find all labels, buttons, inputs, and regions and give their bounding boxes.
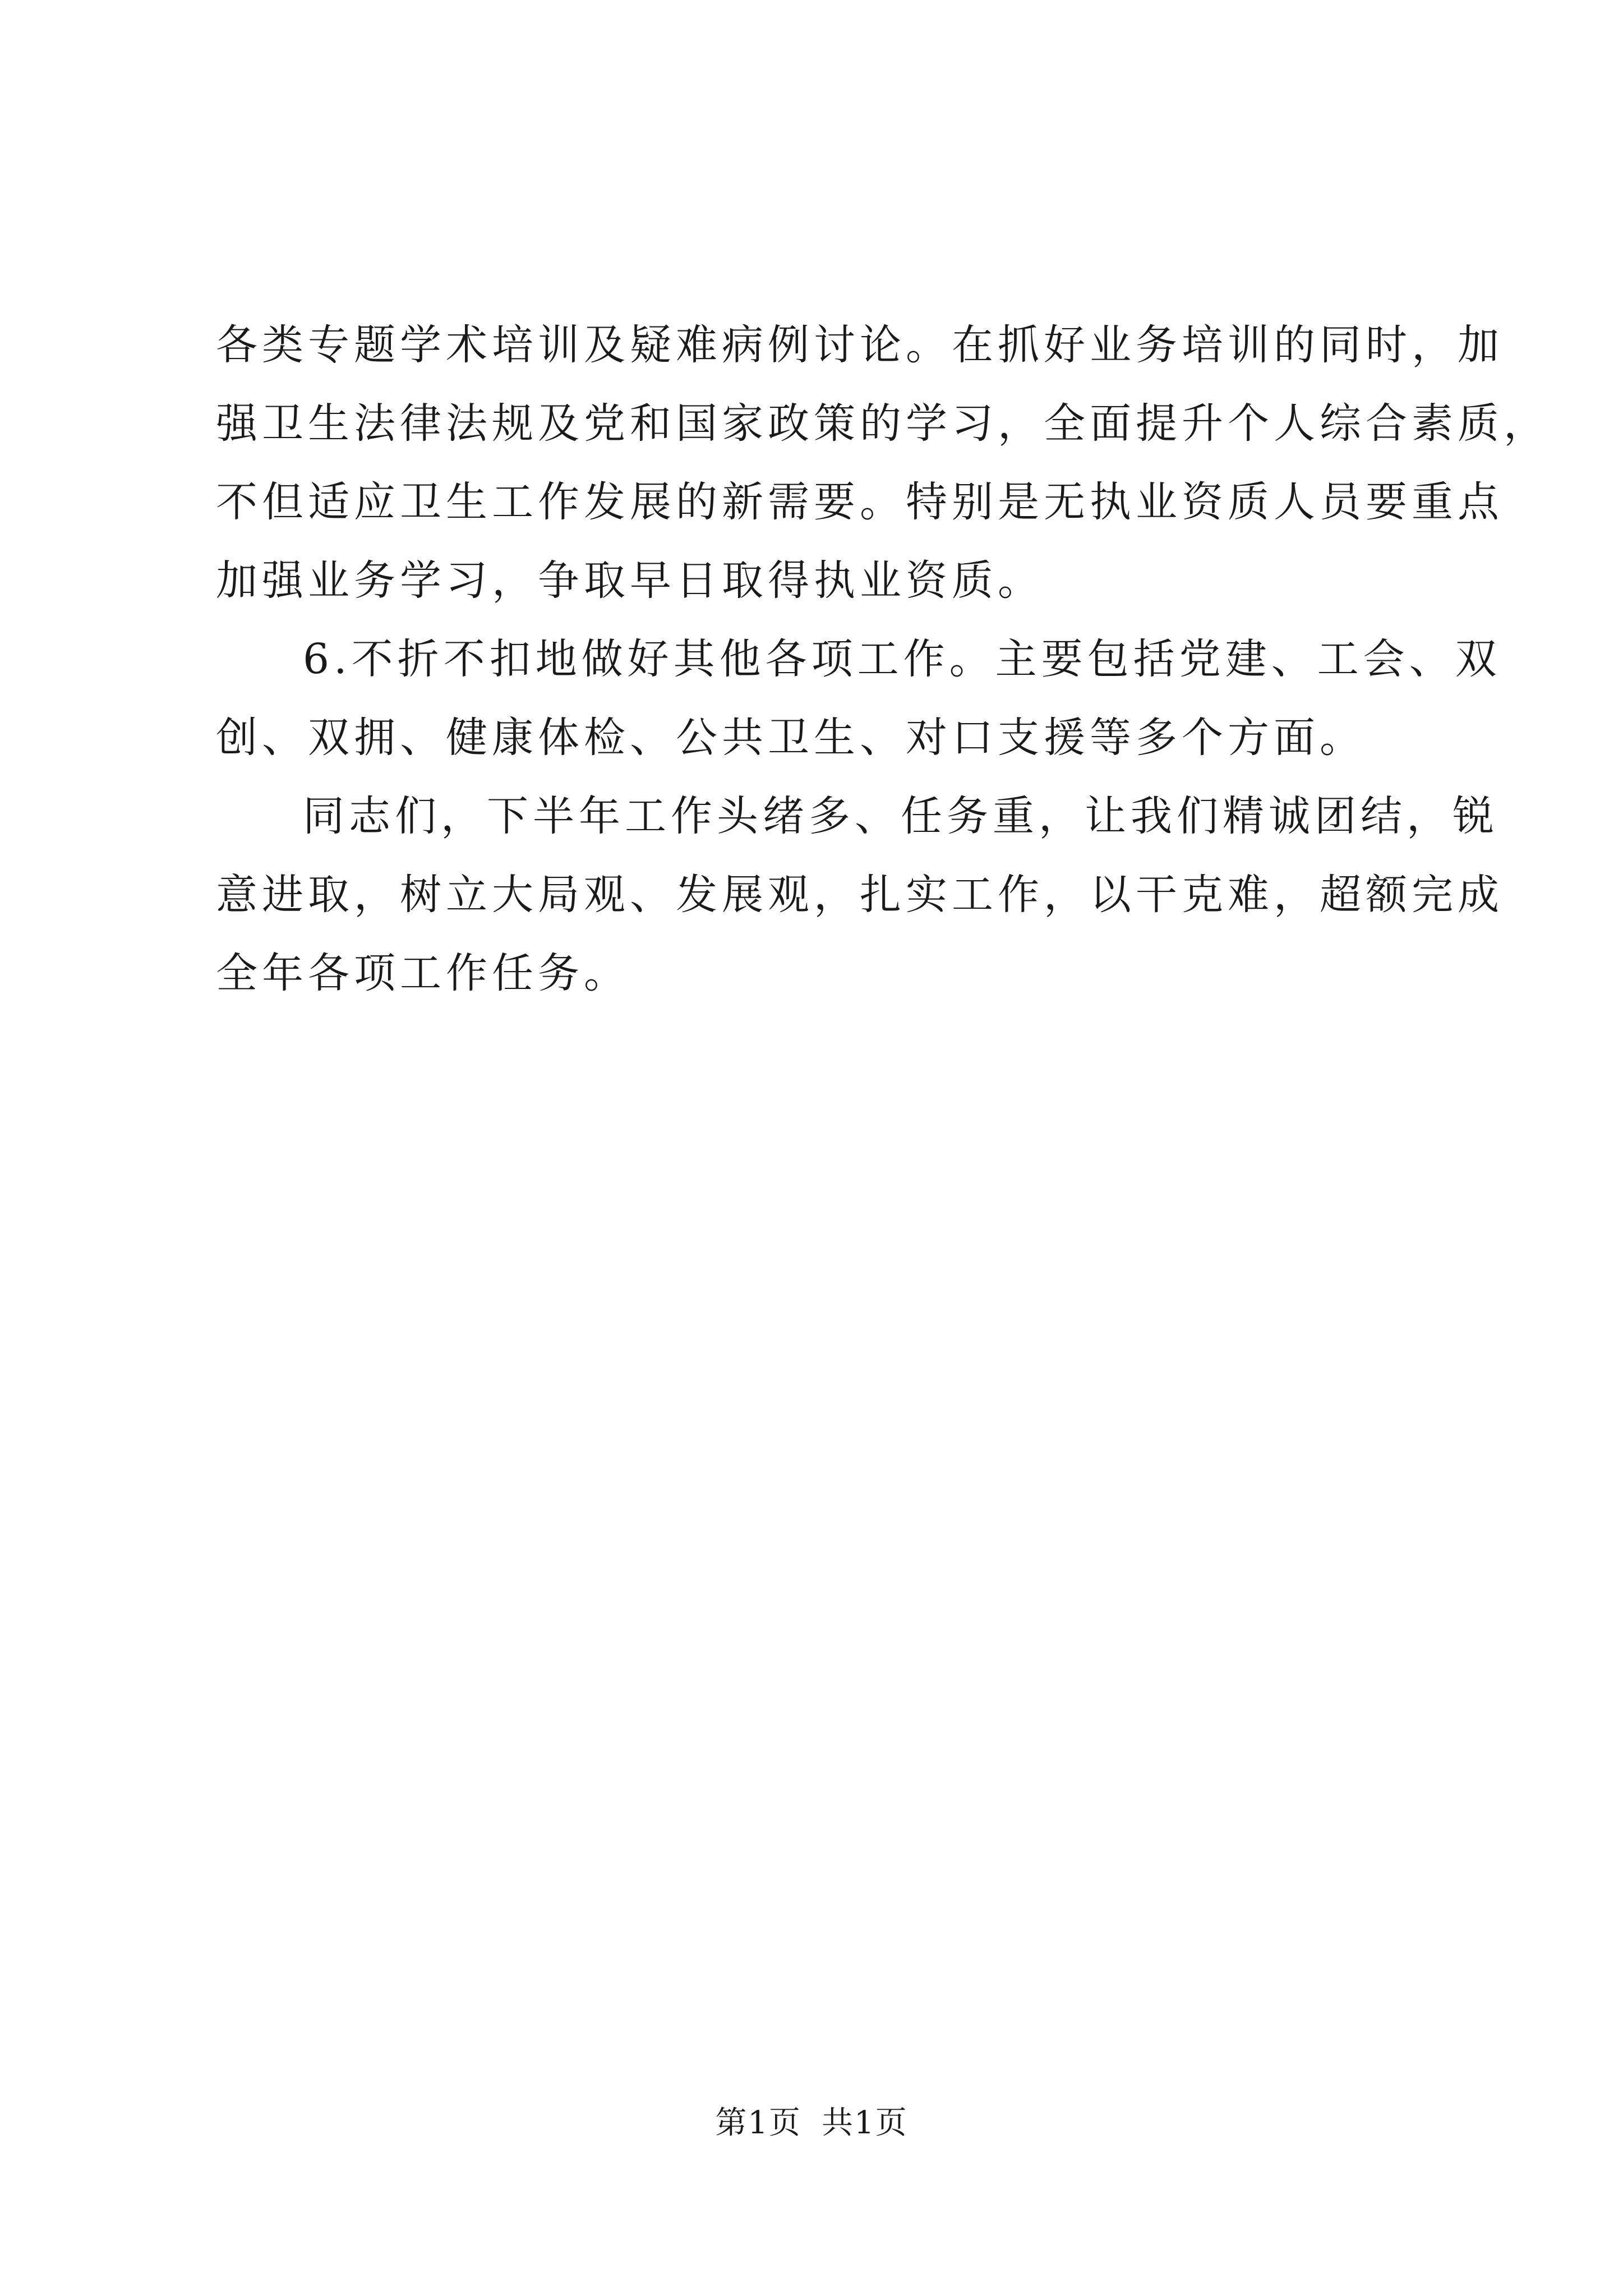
paragraph-line: 同志们，下半年工作头绪多、任务重，让我们精诚团结，锐 — [303, 792, 1498, 840]
page-footer — [0, 2101, 1623, 2146]
page-total: 共1页 — [822, 2105, 908, 2141]
paragraph-line: 意进取，树立大局观、发展观，扎实工作，以干克难，超额完成 — [216, 871, 1504, 919]
paragraph-line: 创、双拥、健康体检、公共卫生、对口支援等多个方面。 — [216, 714, 1366, 762]
paragraph-line: 强卫生法律法规及党和国家政策的学习，全面提升个人综合素质， — [216, 399, 1550, 448]
document-body — [216, 306, 1550, 1013]
page-number: 第1页 — [715, 2105, 801, 2141]
paragraph-line: 6.不折不扣地做好其他各项工作。主要包括党建、工会、双 — [303, 635, 1501, 683]
paragraph-line: 不但适应卫生工作发展的新需要。特别是无执业资质人员要重点 — [216, 478, 1504, 526]
paragraph-line: 各类专题学术培训及疑难病例讨论。在抓好业务培训的同时，加 — [216, 321, 1504, 369]
paragraph-line: 全年各项工作任务。 — [216, 949, 630, 997]
paragraph-line: 加强业务学习，争取早日取得执业资质。 — [216, 556, 1044, 605]
